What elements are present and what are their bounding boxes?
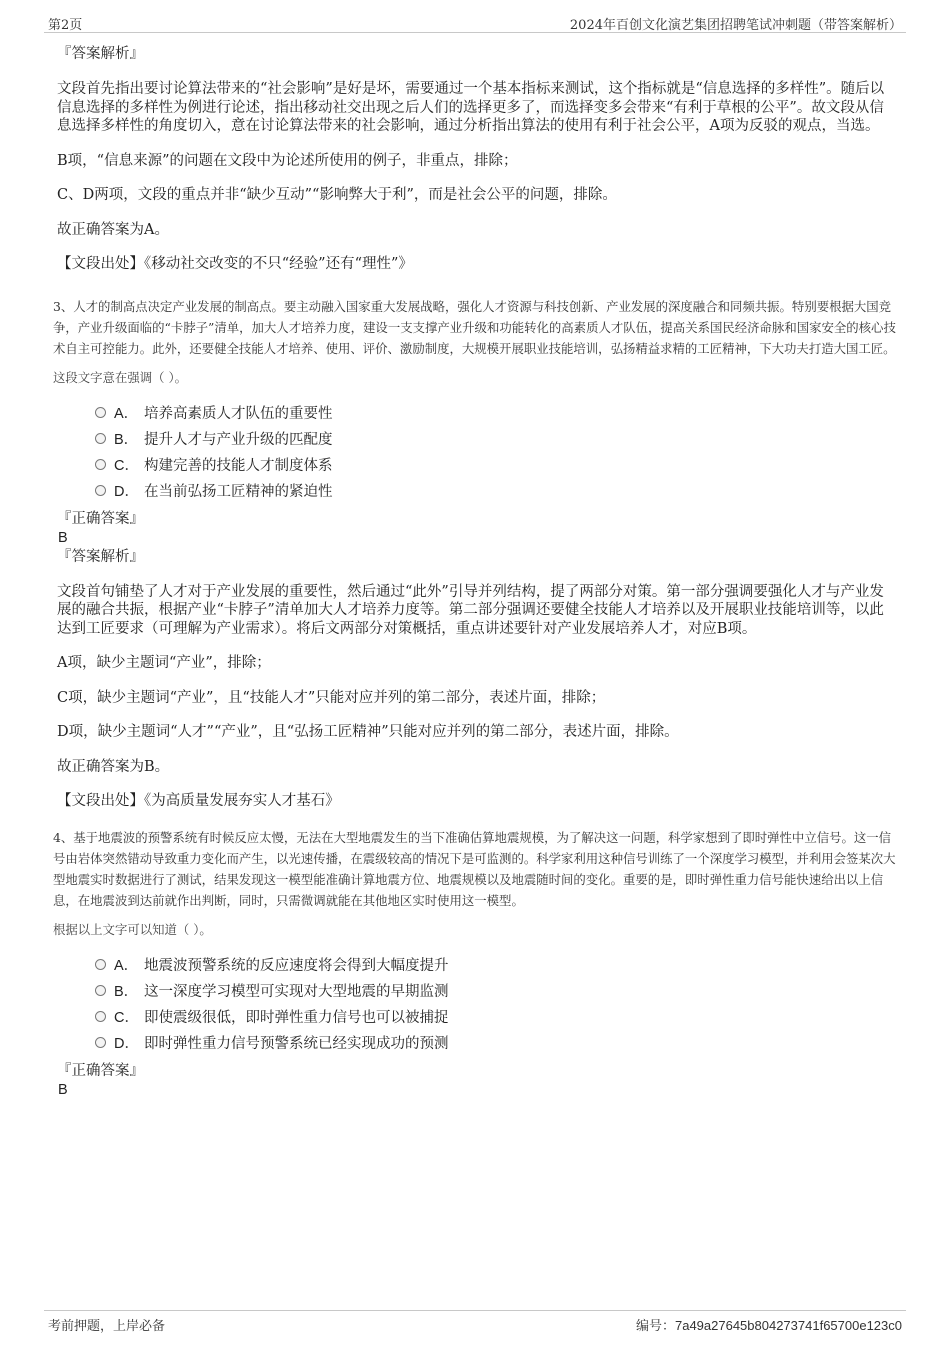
radio-icon[interactable] xyxy=(95,485,106,496)
q3-option-c[interactable]: C． 构建完善的技能人才制度体系 xyxy=(95,453,897,479)
q3-option-d[interactable]: D． 在当前弘扬工匠精神的紧迫性 xyxy=(95,479,897,505)
radio-icon[interactable] xyxy=(95,985,106,996)
q3-answer-label: 『正确答案』 xyxy=(57,510,144,527)
radio-icon[interactable] xyxy=(95,407,106,418)
document-title: 2024年百创文化演艺集团招聘笔试冲刺题（带答案解析） xyxy=(569,18,902,33)
q4-text: 4、基于地震波的预警系统有时候反应太慢，无法在大型地震发生的当下准确估算地震规模，为了解决这一问题，科学家想到了即时弹性中立信号。这一信号由岩体突然错动导致重力变化而产生，以光速传播，在震级较高的情况下是可监测的。科学家利用这种信号训练了一个深度学习模型，并利用会签某次大型地震实时数据进行了测试，结果发现这一模型能准确计算地震方位、地震规模以及地震随时间的变化。重要的是，即时弹性重力信号能快速给出以上信息，在地震波到达前就作出判断，同时，只需微调就能在其他地区实时使用这一模型。 xyxy=(53,829,896,908)
q3-analysis-conclusion: 故正确答案为B。 xyxy=(57,758,170,775)
q4-option-d[interactable]: D． 即时弹性重力信号预警系统已经实现成功的预测 xyxy=(95,1031,897,1057)
q2-analysis-paragraph: C、D两项，文段的重点并非“缺少互动”“影响弊大于利”，而是社会公平的问题，排除。 xyxy=(57,187,617,203)
q3-option-a[interactable]: A． 培养高素质人才队伍的重要性 xyxy=(95,401,897,427)
q4-prompt: 根据以上文字可以知道（ ）。 xyxy=(53,921,212,937)
q4-option-b[interactable]: B． 这一深度学习模型可实现对大型地震的早期监测 xyxy=(95,979,897,1005)
q3-options xyxy=(95,401,897,505)
q2-source: 【文段出处】《移动社交改变的不只“经验”还有“理性”》 xyxy=(57,256,413,272)
page-content xyxy=(53,44,897,1099)
q4-options xyxy=(95,953,897,1057)
q2-analysis-paragraph: 文段首先指出要讨论算法带来的“社会影响”是好是坏，需要通过一个基本指标来测试，这个指标就是“信息选择的多样性”。随后以信息选择的多样性为例进行论述，指出移动社交出现之后人们的选择更多了，而选择变多会带来“有利于草根的公平”。故文段从信息选择多样性的角度切入，意在讨论算法带来的社会影响，通过分析指出算法的使用有利于社会公平，A项为反驳的观点，当选。 xyxy=(57,81,885,134)
q2-analysis-label: 『答案解析』 xyxy=(57,46,144,62)
q3-analysis-paragraph: 文段首句铺垫了人才对于产业发展的重要性，然后通过“此外”引导并列结构，提了两部分对策。第一部分强调要强化人才与产业发展的融合共振，根据产业“卡脖子”清单加大人才培养力度等。第二部分强调还要健全技能人才培养以及开展职业技能培训等，以此达到工匠要求（可理解为产业需求）。将后文两部分对策概括，重点讲述要针对产业发展培养人才，对应B项。 xyxy=(57,583,884,637)
q3-analysis-paragraph: A项，缺少主题词“产业”，排除； xyxy=(57,655,271,671)
q3-analysis-label: 『答案解析』 xyxy=(57,548,144,565)
q3-prompt: 这段文字意在强调（ ）。 xyxy=(53,369,188,385)
q4-option-a[interactable]: A． 地震波预警系统的反应速度将会得到大幅度提升 xyxy=(95,953,897,979)
radio-icon[interactable] xyxy=(95,1011,106,1022)
q3-analysis-paragraph: C项，缺少主题词“产业”，且“技能人才”只能对应并列的第二部分，表述片面，排除； xyxy=(57,689,606,706)
radio-icon[interactable] xyxy=(95,433,106,444)
q3-analysis-paragraph: D项，缺少主题词“人才”“产业”，且“弘扬工匠精神”只能对应并列的第二部分，表述片面，排除。 xyxy=(57,724,679,740)
page-number: 第2页 xyxy=(48,18,83,33)
footer-slogan: 考前押题，上岸必备 xyxy=(48,1319,166,1334)
q4-option-c[interactable]: C． 即使震级很低，即时弹性重力信号也可以被捕捉 xyxy=(95,1005,897,1031)
q4-answer-label: 『正确答案』 xyxy=(57,1062,144,1079)
q2-analysis-conclusion: 故正确答案为A。 xyxy=(57,221,169,238)
q4-answer: B xyxy=(58,1081,68,1098)
q3-source: 【文段出处】《为高质量发展夯实人才基石》 xyxy=(57,793,340,809)
q3-option-b[interactable]: B． 提升人才与产业升级的匹配度 xyxy=(95,427,897,453)
page-header xyxy=(44,12,906,33)
radio-icon[interactable] xyxy=(95,959,106,970)
q3-text: 3、人才的制高点决定产业发展的制高点。要主动融入国家重大发展战略，强化人才资源与科技创新、产业发展的深度融合和同频共振。特别要根据大国竞争，产业升级面临的“卡脖子”清单，加大人才培养力度，建设一支支撑产业升级和功能转化的高素质人才队伍，提高关系国民经济命脉和国家安全的核心技术自主可控能力。此外，还要健全技能人才培养、使用、评价、激励制度，大规模开展职业技能培训，弘扬精益求精的工匠精神，下大功夫打造大国工匠。 xyxy=(53,298,896,356)
q3-answer: B xyxy=(58,529,68,546)
radio-icon[interactable] xyxy=(95,459,106,470)
q2-analysis-paragraph: B项，“信息来源”的问题在文段中为论述所使用的例子，非重点，排除； xyxy=(57,152,518,169)
radio-icon[interactable] xyxy=(95,1037,106,1048)
code-value: 7a49a27645b804273741f65700e123c0 xyxy=(674,1318,902,1333)
code-label: 编号： xyxy=(635,1319,675,1334)
document-code xyxy=(636,1315,902,1334)
page-footer xyxy=(44,1310,906,1335)
